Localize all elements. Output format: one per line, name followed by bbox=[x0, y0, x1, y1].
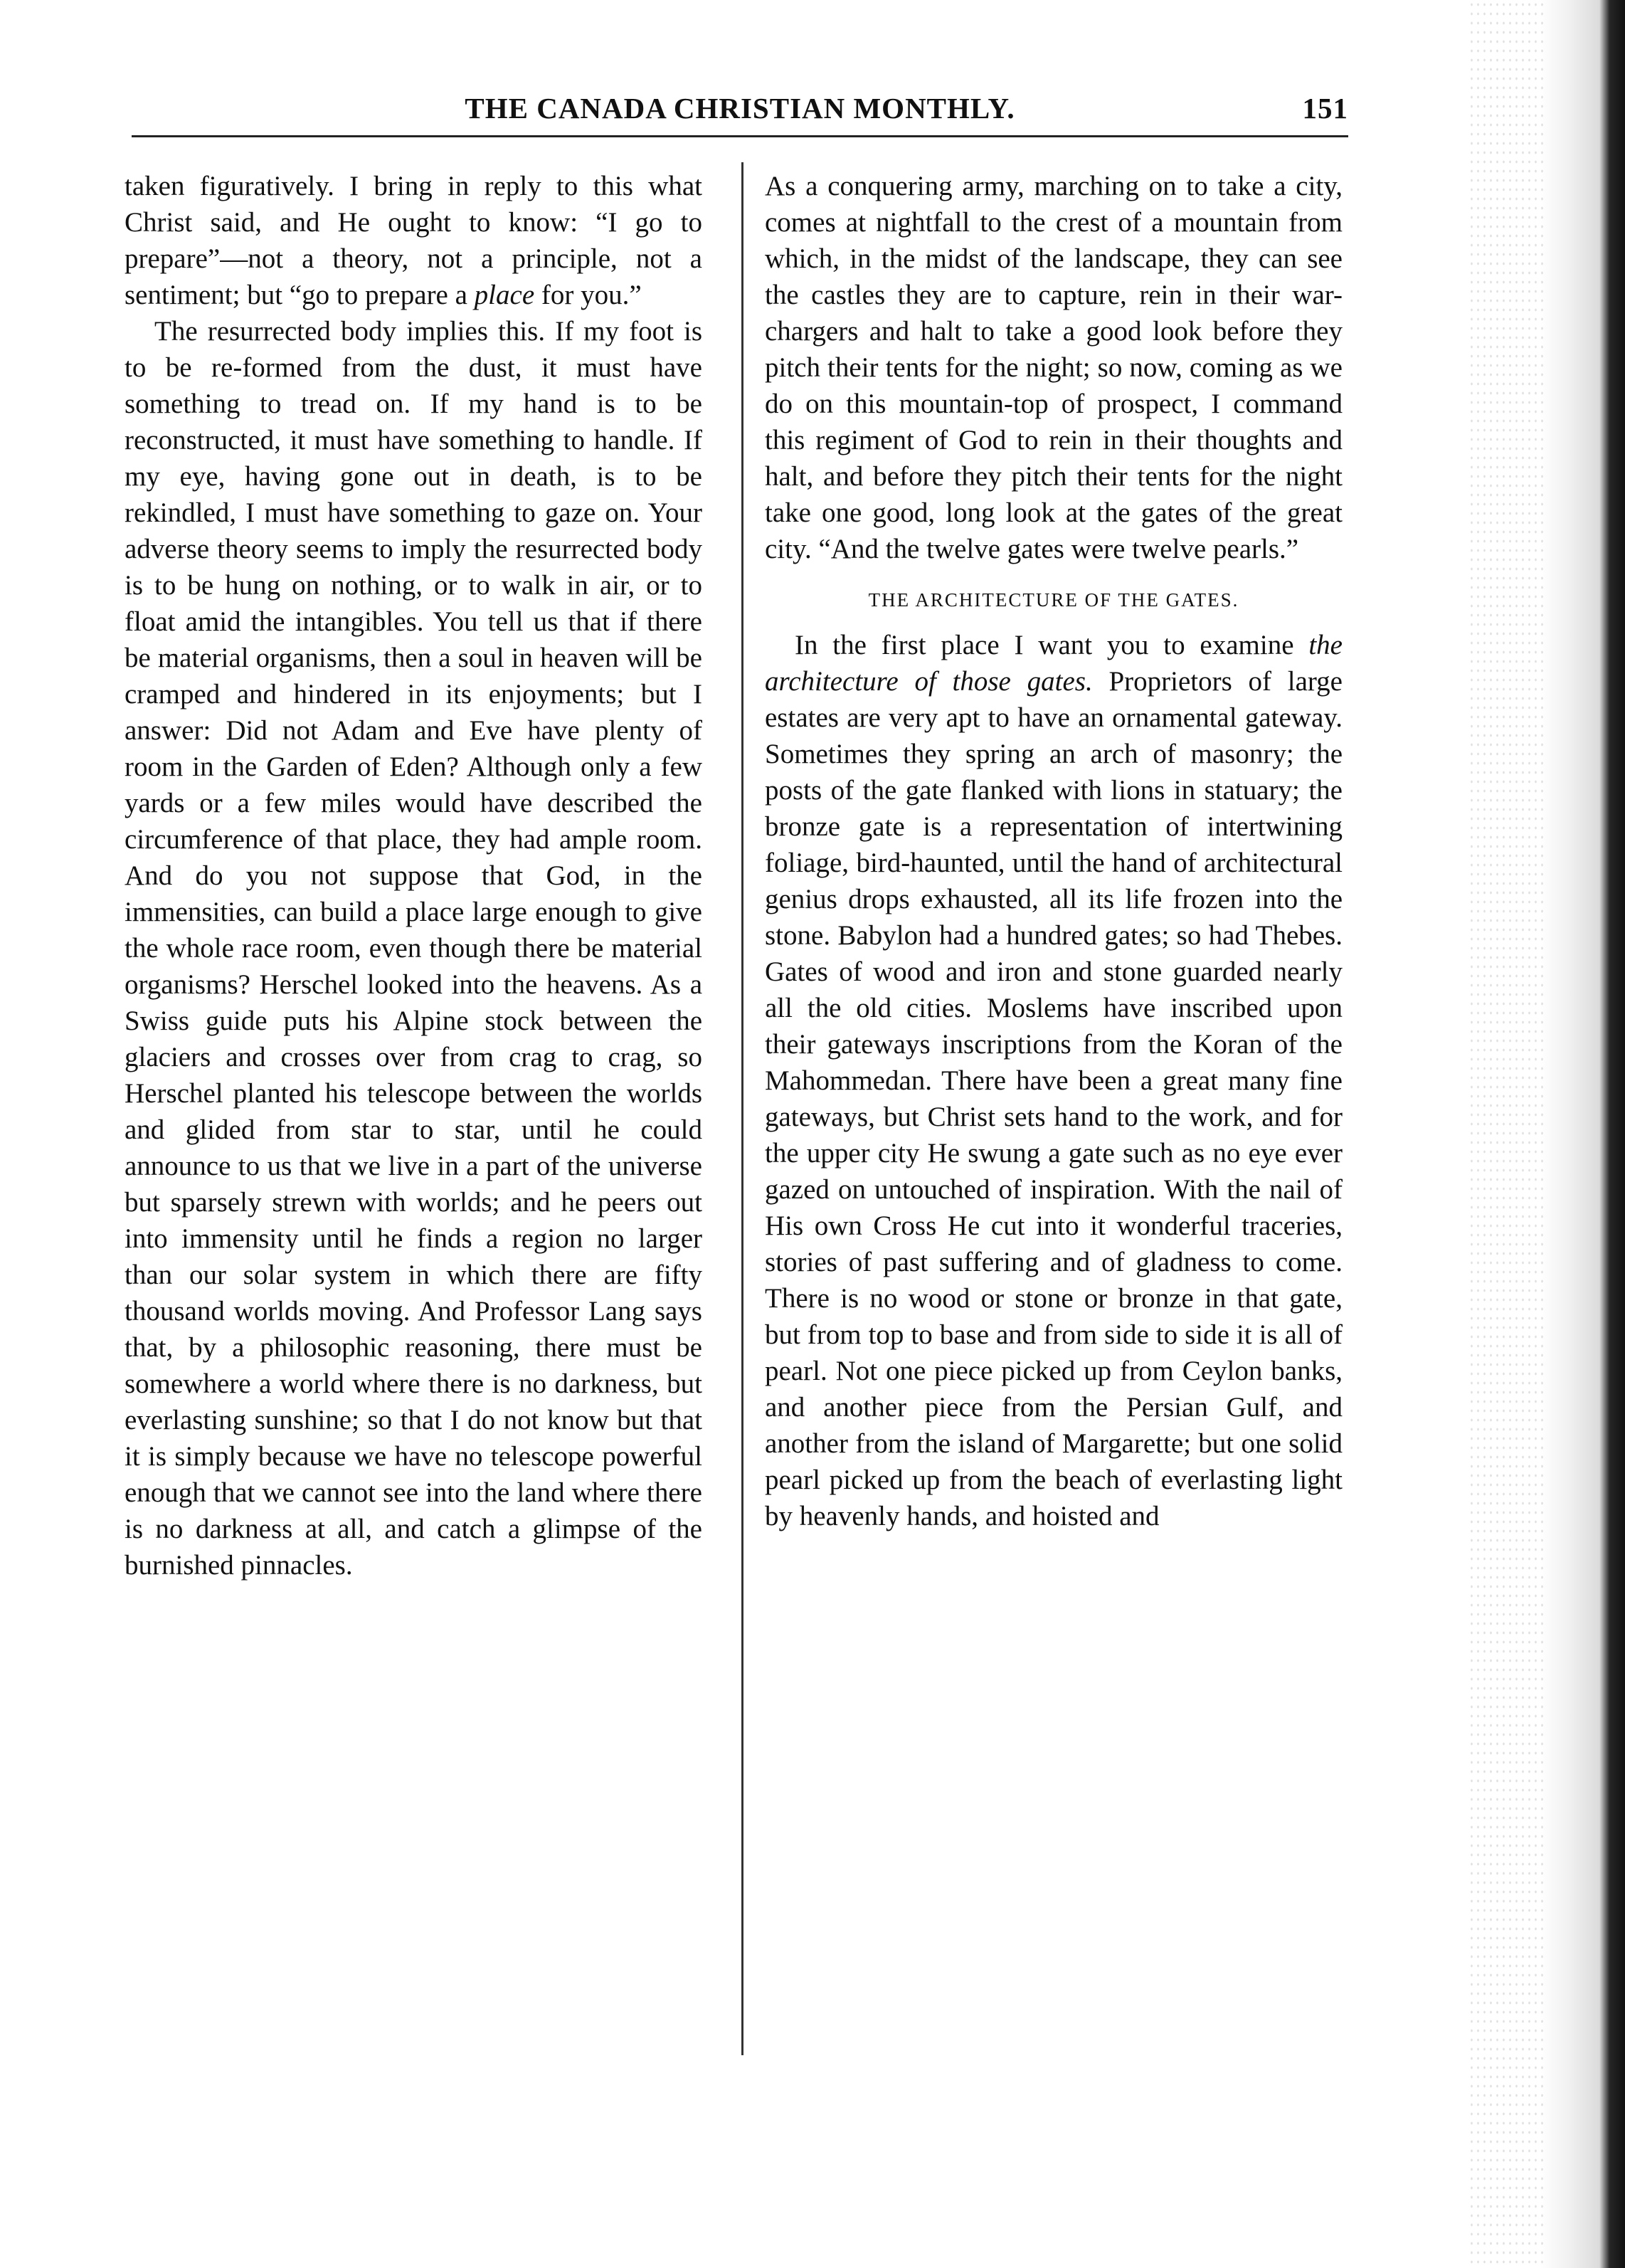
paragraph-text: taken figuratively. I bring in reply to this what Christ said, and He ought to know: “I go to prepare”—not a theory, not a principle, not a sentiment; but “go to prepare a bbox=[125, 171, 702, 310]
journal-title: THE CANADA CHRISTIAN MONTHLY. bbox=[465, 92, 1015, 125]
right-column bbox=[765, 168, 1343, 2061]
column-divider bbox=[741, 162, 743, 2055]
paragraph-text-tail: for you.” bbox=[534, 280, 642, 310]
paragraph-text-tail: Proprietors of large estates are very apt to have an ornamental gateway. Sometimes they spring an arch of masonry; the posts of the gate flanked with lions in statuary; the bronze gate is a representation of intertwining foliage, bird-haunted, until the hand of architectural genius drops exhausted, all its life frozen into the stone. Babylon had a hundred gates; so had Thebes. Gates of wood and iron and stone guarded nearly all the old cities. Moslems have inscribed upon their gateways inscriptions from the Koran of the Mahommedan. There have been a great many fine gateways, but Christ sets hand to the work, and for the upper city He swung a gate such as no eye ever gazed on untouched of inspiration. With the nail of His own Cross He cut into it wonderful traceries, stories of past suffering and of gladness to come. There is no wood or stone or bronze in that gate, but from top to base and from side to side it is all of pearl. Not one piece picked up from Ceylon banks, and another piece from the Persian Gulf, and another from the island of Margarette; but one solid pearl picked up from the beach of everlasting light by heavenly hands, and hoisted and bbox=[765, 666, 1343, 1531]
italic-emphasis: the architecture of those gates. bbox=[765, 630, 1343, 697]
page-number: 151 bbox=[1302, 92, 1348, 125]
page-header bbox=[132, 91, 1348, 131]
paragraph-continued bbox=[125, 168, 702, 313]
paragraph-resurrection: The resurrected body implies this. If my foot is to be re-formed from the dust, it must have something to tread on. If my hand is to be reconstructed, it must have something to handle. If my eye, having gone out in death, is to be rekindled, I must have something to gaze on. Your adverse theory seems to imply the resurrected body is to be hung on nothing, or to walk in air, or to float amid the intangibles. You tell us that if there be material organisms, then a soul in heaven will be cramped and hindered in its enjoyments; but I answer: Did not Adam and Eve have plenty of room in the Garden of Eden? Although only a few yards or a few miles would have described the circumference of that place, they had ample room. And do you not suppose that God, in the immensities, can build a place large enough to give the whole race room, even though there be material organisms? Herschel looked into the heavens. As a Swiss guide puts his Alpine stock between the glaciers and crosses over from crag to crag, so Herschel planted his telescope between the worlds and glided from star to star, until he could announce to us that we live in a part of the universe but sparsely strewn with worlds; and he peers out into immensity until he finds a region no larger than our solar system in which there are fifty thousand worlds moving. And Professor Lang says that, by a philosophic reasoning, there must be somewhere a world where there is no darkness, but everlasting sunshine; so that I do not know but that it is simply because we have no telescope powerful enough that we cannot see into the land where there is no darkness at all, and catch a glimpse of the burnished pinnacles. bbox=[125, 316, 702, 1581]
italic-emphasis: place bbox=[474, 280, 535, 310]
header-rule bbox=[132, 135, 1348, 137]
paragraph-conquering-army: As a conquering army, marching on to take a city, comes at nightfall to the crest of a mountain from which, in the midst of the landscape, they can see the castles they are to capture, rein in their war-chargers and halt to take a good look before they pitch their tents for the night; so now, coming as we do on this mountain-top of prospect, I command this regiment of God to rein in their thoughts and halt, and before they pitch their tents for the night take one good, long look at the gates of the great city. “And the twelve gates were twelve pearls.” bbox=[765, 171, 1343, 564]
paragraph-architecture bbox=[765, 627, 1343, 1534]
left-column bbox=[125, 168, 702, 2061]
scan-binding-edge bbox=[1540, 0, 1625, 2268]
paragraph-text: In the first place I want you to examine bbox=[795, 630, 1309, 660]
section-heading: THE ARCHITECTURE OF THE GATES. bbox=[868, 589, 1239, 611]
scan-noise bbox=[1468, 0, 1547, 2268]
